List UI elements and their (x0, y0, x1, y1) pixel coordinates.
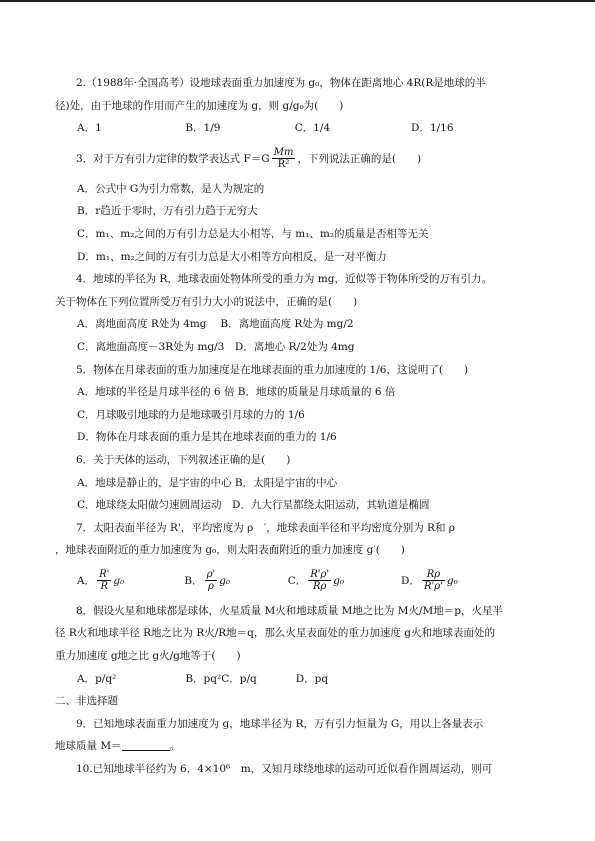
section-heading: 二、非选择题 (55, 695, 118, 708)
q7-option-d-den: R'ρ' (423, 581, 443, 593)
q2-option-b: B．1/9 (185, 122, 221, 135)
q10-line1: 10.已知地球半径约为 6．4×10⁶ m，又知月球绕地球的运动可近似看作圆周运动，则可 (76, 763, 493, 776)
q7-option-b-label: B． (184, 574, 203, 587)
q7-line2: ，地球表面附近的重力加速度为 g₀，则太阳表面附近的重力加速度 g′( ) (55, 544, 405, 557)
q2-option-c: C．1/4 (294, 122, 331, 135)
q7-option-a (77, 562, 181, 600)
q7-option-c-den: Rρ (312, 581, 327, 593)
q7-option-a-den: R (100, 581, 108, 593)
q2-option-d: D．1/16 (411, 122, 454, 135)
q2-options (55, 117, 547, 140)
q4-line1: 4．地球的半径为 R，地球表面处物体所受的重力为 mg，近似等于物体所受的万有引力。 (76, 273, 492, 286)
q7-line1: 7．太阳表面半径为 R'，平均密度为 ρ ′，地球表面半径和平均密度分别为 R和 ρ (76, 521, 455, 534)
q2-line2: 径)处，由于地球的作用而产生的加速度为 g，则 g/g₀为( ) (55, 99, 344, 112)
q5-options-ab: A．地球的半径是月球半径的 6 倍 B．地球的质量是月球质量的 6 倍 (77, 386, 396, 399)
q5-stem: 5．物体在月球表面的重力加速度是在地球表面的重力加速度的 1/6，这说明了( ) (76, 363, 469, 376)
q8-option-a: A．p/q² (77, 672, 117, 685)
q9-line2-after: 。 (169, 740, 181, 753)
q6-options-ab: A．地球是静止的，是宇宙的中心 B．太阳是宇宙的中心 (77, 476, 338, 489)
document-page (55, 72, 547, 781)
answer-blank[interactable] (122, 738, 170, 751)
q7-option-a-label: A． (77, 574, 96, 587)
q4-options-ab: A．离地面高度 R处为 4mg B．离地面高度 R处为 mg/2 (77, 318, 354, 331)
q3-formula-fraction (272, 147, 296, 170)
q7-option-c-fraction (308, 569, 331, 592)
q3-stem (55, 140, 547, 178)
q9-line1: 9．已知地球表面重力加速度为 g，地球半径为 R，万有引力恒量为 G，用以上各量表示 (76, 717, 484, 730)
q2-option-a: A．1 (77, 122, 102, 135)
q3-option-c: C．m₁、m₂之间的万有引力总是大小相等，与 m₁、m₂的质量是否相等无关 (77, 227, 429, 240)
q7-option-d-fraction (422, 569, 445, 592)
q7-option-b-fraction (205, 569, 218, 592)
q7-option-c-tail: g₀ (333, 574, 345, 587)
q9-line2 (55, 735, 547, 758)
q7-option-d-tail: g₀ (446, 574, 458, 587)
q4-options-cd: C．离地面高度－3R处为 mg/3 D．离地心 R/2处为 4mg (77, 340, 355, 353)
q8-line3: 重力加速度 g地之比 g火/g地等于( ) (55, 650, 241, 663)
q7-options (55, 562, 547, 600)
q7-option-a-num: R' (99, 569, 110, 581)
q8-line1: 8．假设火星和地球都是球体，火星质量 M火和地球质量 M地之比为 M火/M地＝p，火星半 (76, 604, 503, 617)
q7-option-b-tail: g₀ (219, 574, 231, 587)
q3-option-a: A．公式中 G为引力常数，是人为规定的 (77, 182, 265, 195)
q3-frac-den: R² (277, 159, 290, 171)
q7-option-b (184, 562, 284, 600)
q6-options-cd: C．地球绕太阳做匀速圆周运动 D．九大行星都绕太阳运动，其轨道是椭圆 (77, 499, 430, 512)
q3-stem-before: 3．对于万有引力定律的数学表达式 F＝G (76, 152, 270, 165)
q7-option-a-tail: g₀ (113, 574, 125, 587)
q7-option-c-num: R'ρ' (310, 569, 330, 581)
q7-option-c (288, 562, 398, 600)
q7-option-d-num: Rρ (422, 569, 445, 581)
q8-option-d: D．pq (295, 672, 329, 685)
q9-line2-before: 地球质量 M＝ (55, 740, 122, 753)
q8-option-bc: B．pq²C．p/q (185, 672, 257, 685)
q7-option-a-fraction (97, 569, 111, 592)
top-rule (0, 0, 595, 2)
q5-option-d: D．物体在月球表面的重力是其在地球表面的重力的 1/6 (77, 431, 337, 444)
q3-stem-after: ，下列说法正确的是( ) (297, 152, 422, 165)
q2-line1: 2.（1988年·全国高考）设地球表面重力加速度为 g₀，物体在距离地心 4R(R是地球的半 (76, 77, 486, 89)
q3-option-b: B．r趋近于零时，万有引力趋于无穷大 (77, 205, 258, 218)
q3-option-d: D．m₁、m₂之间的万有引力总是大小相等方向相反，是一对平衡力 (77, 250, 387, 263)
q8-options (55, 668, 547, 691)
q7-option-b-den: ρ (207, 581, 214, 593)
q7-option-c-label: C． (287, 574, 307, 587)
q5-option-c: C．月球吸引地球的力是地球吸引月球的力的 1/6 (77, 408, 305, 421)
q7-option-d-label: D． (401, 574, 420, 587)
q7-option-d (401, 562, 458, 600)
q3-frac-num: Mm (273, 147, 294, 159)
q6-stem: 6．关于天体的运动，下列叙述正确的是( ) (76, 453, 291, 466)
q8-line2: 径 R火和地球半径 R地之比为 R火/R地＝q，那么火星表面处的重力加速度 g火和地球表面处的 (55, 627, 495, 640)
q7-option-b-num: ρ' (206, 569, 216, 581)
q4-line2: 关于物体在下列位置所受万有引力大小的说法中，正确的是( ) (55, 295, 358, 308)
